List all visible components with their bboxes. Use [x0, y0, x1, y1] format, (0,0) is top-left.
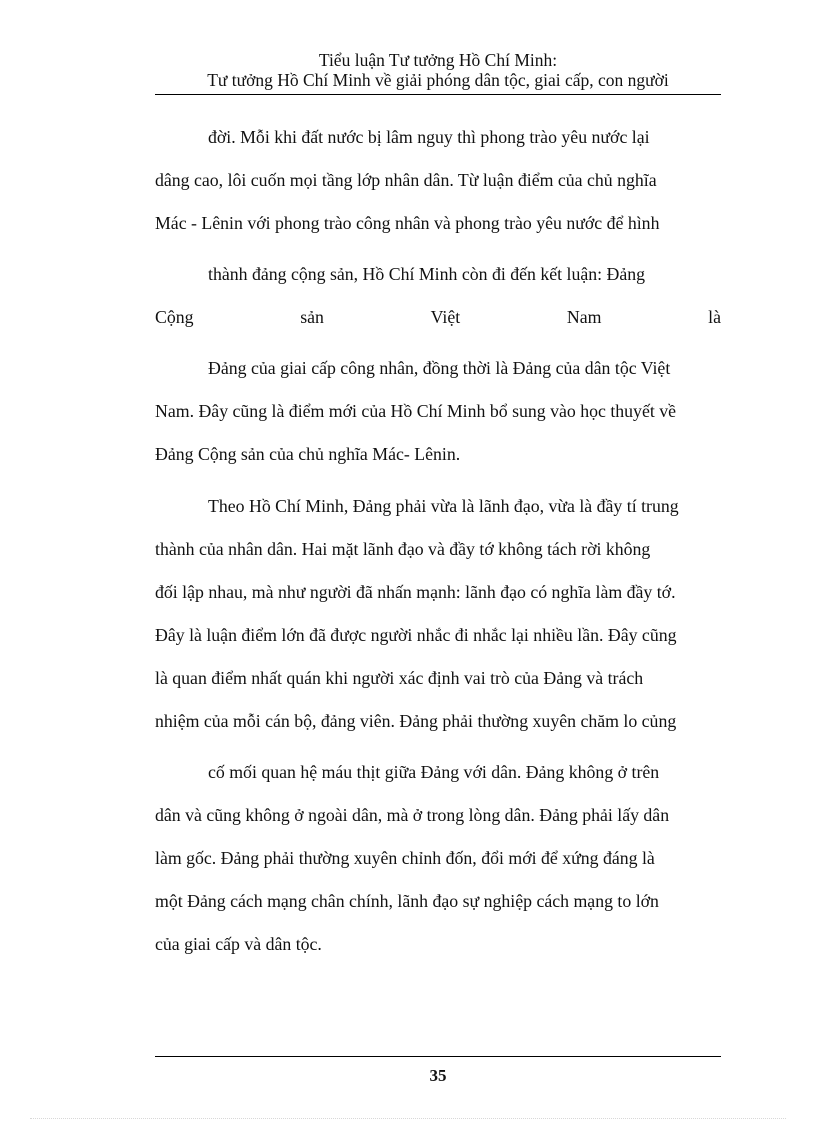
text-line: cố mối quan hệ máu thịt giữa Đảng với dân. Đảng không ở trên	[208, 762, 660, 782]
text-line: Đây là luận điểm lớn đã được người nhắc đi nhắc lại nhiều lần. Đây cũng	[155, 625, 677, 645]
text-line: Nam. Đây cũng là điểm mới của Hồ Chí Minh bổ sung vào học thuyết về	[155, 401, 677, 421]
text-line: dân và cũng không ở ngoài dân, mà ở trong lòng dân. Đảng phải lấy dân	[155, 805, 670, 825]
text-line: làm gốc. Đảng phải thường xuyên chỉnh đốn, đổi mới để xứng đáng là	[155, 848, 655, 868]
text-line: Theo Hồ Chí Minh, Đảng phải vừa là lãnh đạo, vừa là đầy tí trung	[208, 496, 679, 516]
justified-line	[155, 296, 721, 339]
header-title-line-2: Tư tưởng Hồ Chí Minh về giải phóng dân tộc, giai cấp, con người	[207, 70, 669, 90]
text-line: đối lập nhau, mà như người đã nhấn mạnh: lãnh đạo có nghĩa làm đầy tớ.	[155, 582, 676, 602]
paragraph-3	[155, 296, 721, 339]
text-line: là quan điểm nhất quán khi người xác định vai trò của Đảng và trách	[155, 668, 644, 688]
text-line: đời. Mỗi khi đất nước bị lâm nguy thì phong trào yêu nước lại	[208, 127, 650, 147]
header-title-line-1: Tiểu luận Tư tưởng Hồ Chí Minh:	[318, 50, 558, 70]
word: Việt	[430, 307, 461, 327]
footer-divider	[155, 1056, 721, 1057]
text-line: nhiệm của mỗi cán bộ, đảng viên. Đảng phải thường xuyên chăm lo củng	[155, 711, 677, 731]
paragraph-2	[155, 253, 721, 296]
page-bottom-border	[30, 1118, 786, 1119]
paragraph-5	[155, 485, 721, 743]
text-line: một Đảng cách mạng chân chính, lãnh đạo sự nghiệp cách mạng to lớn	[155, 891, 659, 911]
paragraph-4	[155, 347, 721, 476]
word: Nam	[566, 307, 602, 327]
body-text	[155, 116, 721, 966]
text-line: dâng cao, lôi cuốn mọi tầng lớp nhân dân. Từ luận điểm của chủ nghĩa	[155, 170, 657, 190]
text-line: thành của nhân dân. Hai mặt lãnh đạo và đầy tớ không tách rời không	[155, 539, 651, 559]
text-line: Đảng của giai cấp công nhân, đồng thời là Đảng của dân tộc Việt	[208, 358, 671, 378]
text-line: thành đảng cộng sản, Hồ Chí Minh còn đi đến kết luận: Đảng	[208, 264, 646, 284]
word: là	[708, 307, 721, 327]
paragraph-6	[155, 751, 721, 966]
text-line: Đảng Cộng sản của chủ nghĩa Mác- Lênin.	[155, 444, 461, 464]
word: Cộng	[155, 307, 194, 327]
word: sản	[300, 307, 324, 327]
text-line: của giai cấp và dân tộc.	[155, 934, 322, 954]
paragraph-1	[155, 116, 721, 245]
page-number: 35	[429, 1066, 447, 1085]
text-line: Mác - Lênin với phong trào công nhân và phong trào yêu nước để hình	[155, 213, 660, 233]
page-header	[155, 50, 721, 95]
